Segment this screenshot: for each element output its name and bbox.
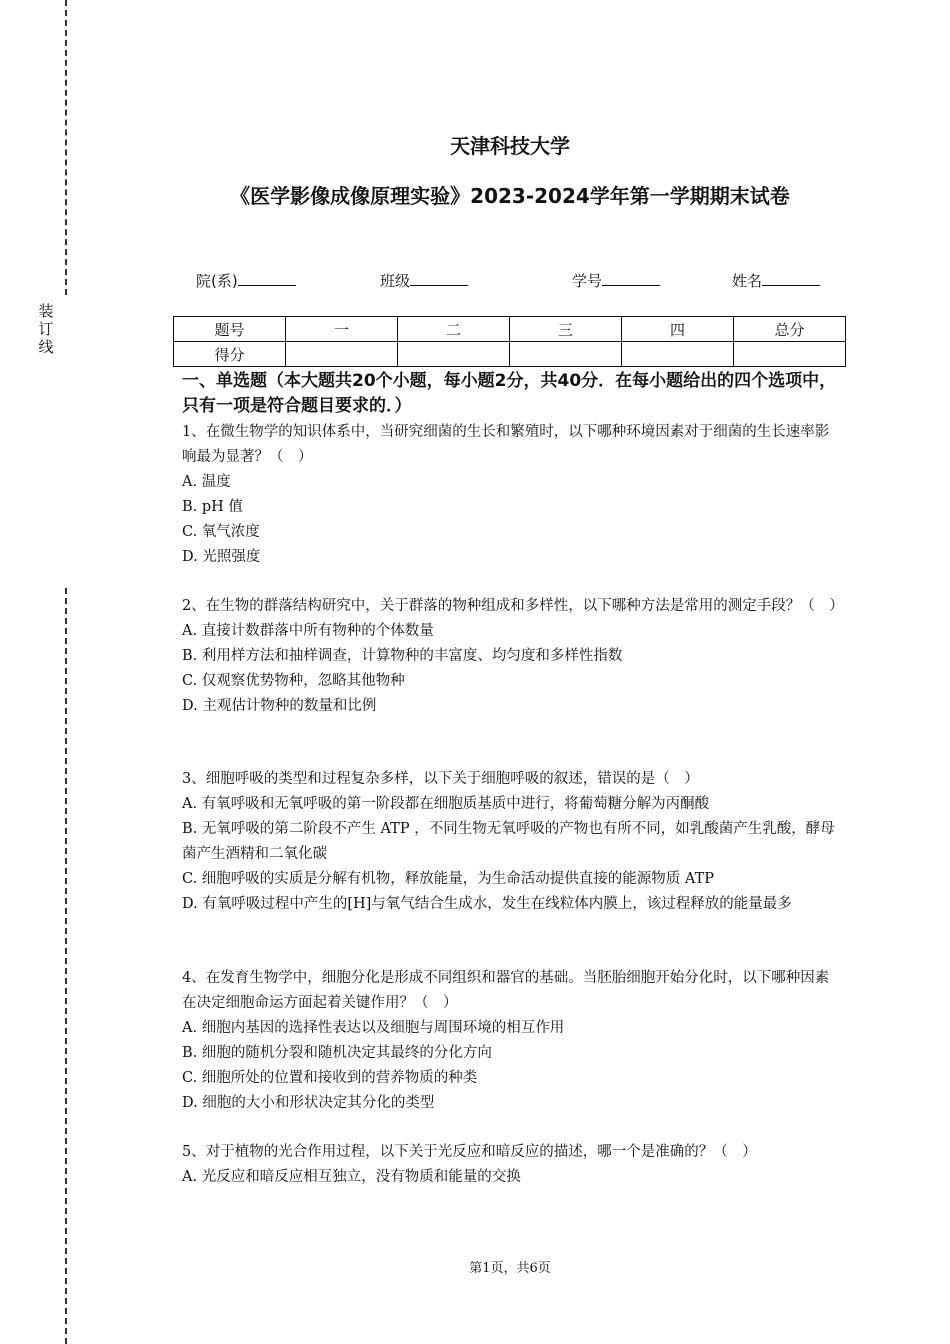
- question-option: C. 细胞所处的位置和接收到的营养物质的种类: [182, 1070, 478, 1086]
- student-id-label: 学号: [572, 272, 603, 290]
- question-option: A. 直接计数群落中所有物种的个体数量: [182, 623, 434, 639]
- school-name: 天津科技大学: [450, 134, 570, 158]
- question-option: D. 光照强度: [182, 549, 261, 565]
- class-label: 班级: [380, 272, 411, 290]
- exam-title: 《医学影像成像原理实验》2023-2024学年第一学期期末试卷: [230, 184, 790, 208]
- score-table-header-row: [174, 317, 846, 342]
- question-option: C. 氧气浓度: [182, 524, 260, 540]
- page-footer: 第1页，共6页: [469, 1261, 551, 1276]
- score-cell[interactable]: [734, 342, 846, 367]
- question-option: B. 利用样方法和抽样调查，计算物种的丰富度、均匀度和多样性指数: [182, 648, 623, 664]
- score-table-header-cell: 一: [286, 317, 398, 342]
- question-5: [182, 1140, 842, 1190]
- question-1: [182, 420, 842, 570]
- score-table-header-cell: 四: [622, 317, 734, 342]
- class-field[interactable]: [380, 270, 468, 291]
- question-2: [182, 594, 842, 719]
- question-stem: 3、细胞呼吸的类型和过程复杂多样，以下关于细胞呼吸的叙述，错误的是（ ）: [182, 771, 699, 787]
- question-stem: 2、在生物的群落结构研究中，关于群落的物种组成和多样性，以下哪种方法是常用的测定手段？（ ）: [182, 598, 844, 614]
- score-cell[interactable]: [286, 342, 398, 367]
- score-row-label: 得分: [174, 342, 286, 367]
- score-table-header-cell: 题号: [174, 317, 286, 342]
- question-stem: 1、在微生物学的知识体系中，当研究细菌的生长和繁殖时，以下哪种环境因素对于细菌的生长速率影响最为显著？（ ）: [182, 424, 830, 465]
- score-table-header-cell: 三: [510, 317, 622, 342]
- score-table-score-row: [174, 342, 846, 367]
- department-field[interactable]: [196, 270, 296, 291]
- question-option: C. 仅观察优势物种，忽略其他物种: [182, 673, 405, 689]
- question-option: A. 光反应和暗反应相互独立，没有物质和能量的交换: [182, 1169, 521, 1185]
- question-option: B. pH 值: [182, 499, 243, 515]
- question-3: [182, 767, 842, 917]
- section-heading: 一、单选题（本大题共20个小题，每小题2分，共40分．在每小题给出的四个选项中，只有一项是符合题目要求的．）: [182, 371, 837, 416]
- question-option: C. 细胞呼吸的实质是分解有机物，释放能量，为生命活动提供直接的能源物质 ATP: [182, 871, 715, 887]
- department-label: 院(系): [196, 272, 238, 290]
- score-cell[interactable]: [510, 342, 622, 367]
- question-option: B. 无氧呼吸的第二阶段不产生 ATP ，不同生物无氧呼吸的产物也有所不同，如乳酸菌产生乳酸，酵母菌产生酒精和二氧化碳: [182, 821, 835, 862]
- question-stem: 5、对于植物的光合作用过程，以下关于光反应和暗反应的描述，哪一个是准确的？（ ）: [182, 1144, 757, 1160]
- question-option: D. 细胞的大小和形状决定其分化的类型: [182, 1095, 435, 1111]
- score-cell[interactable]: [622, 342, 734, 367]
- question-option: D. 有氧呼吸过程中产生的[H]与氧气结合生成水，发生在线粒体内膜上，该过程释放的能量最多: [182, 896, 792, 912]
- question-stem: 4、在发育生物学中，细胞分化是形成不同组织和器官的基础。当胚胎细胞开始分化时，以下哪种因素在决定细胞命运方面起着关键作用？（ ）: [182, 970, 830, 1011]
- question-option: A. 细胞内基因的选择性表达以及细胞与周围环境的相互作用: [182, 1020, 565, 1036]
- score-table-header-cell: 二: [398, 317, 510, 342]
- binding-line-bottom: [65, 588, 67, 1344]
- score-table-header-cell: 总分: [734, 317, 846, 342]
- question-option: B. 细胞的随机分裂和随机决定其最终的分化方向: [182, 1045, 492, 1061]
- question-4: [182, 966, 842, 1116]
- score-table: [173, 316, 846, 367]
- question-option: D. 主观估计物种的数量和比例: [182, 698, 377, 714]
- student-id-field[interactable]: [572, 270, 660, 291]
- question-option: A. 温度: [182, 474, 231, 490]
- name-field[interactable]: [732, 270, 820, 291]
- score-cell[interactable]: [398, 342, 510, 367]
- question-option: A. 有氧呼吸和无氧呼吸的第一阶段都在细胞质基质中进行，将葡萄糖分解为丙酮酸: [182, 796, 710, 812]
- name-label: 姓名: [732, 272, 763, 290]
- binding-label: 装订线: [38, 302, 54, 356]
